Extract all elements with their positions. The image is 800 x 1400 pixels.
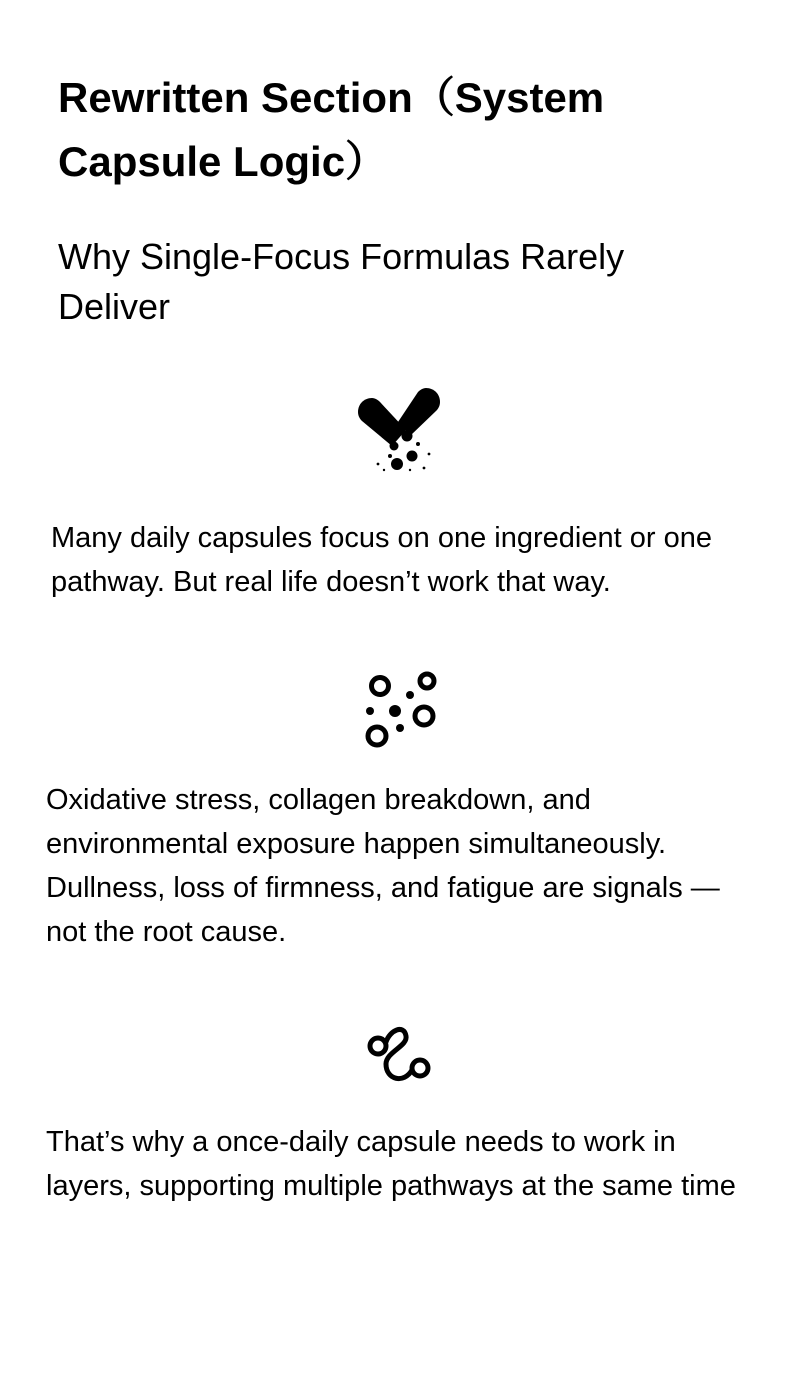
particles-icon <box>360 668 440 750</box>
intro-paragraph: Many daily capsules focus on one ingredient or one pathway. But real life doesn’t work that way. <box>51 522 712 598</box>
conclusion-paragraph: That’s why a once-daily capsule needs to work in layers, supporting multiple pathways at the same time <box>46 1126 736 1202</box>
pathway-icon <box>364 1022 434 1092</box>
stressors-paragraph: Oxidative stress, collagen breakdown, and environmental exposure happen simultaneously. Dullness, loss of firmness, and fatigue are signals — not the root cause. <box>46 784 720 948</box>
capsule-icon <box>354 384 444 474</box>
page-subtitle: Why Single-Focus Formulas Rarely Deliver <box>58 236 625 327</box>
page-title: Rewritten Section（System Capsule Logic） <box>58 74 605 185</box>
